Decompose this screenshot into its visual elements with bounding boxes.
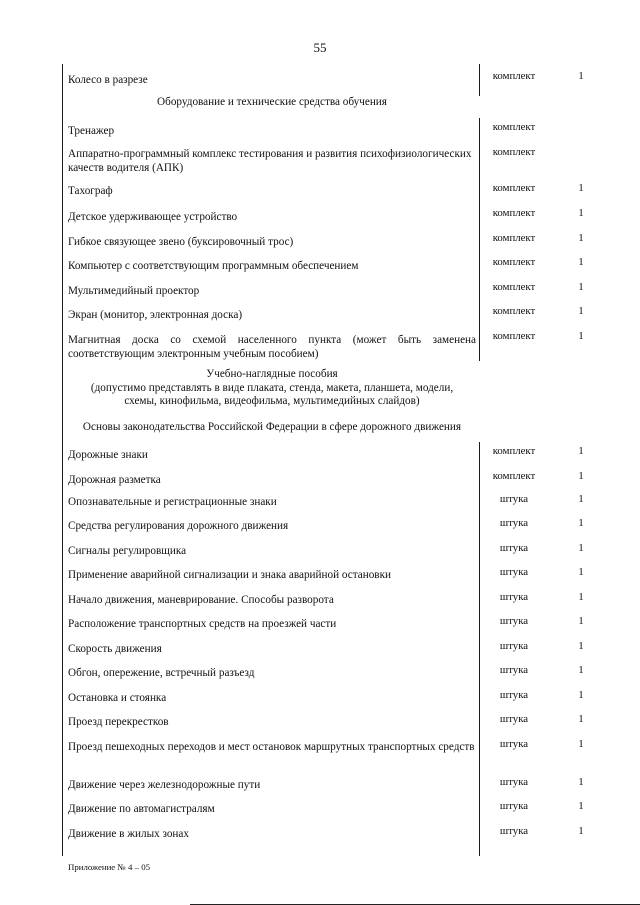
item-name: Движение в жилых зонах: [68, 828, 189, 840]
item-name: Скорость движения: [68, 643, 162, 655]
section-title: Основы законодательства Российской Федерации в сфере дорожного движения: [82, 421, 462, 433]
item-quantity: 1: [578, 615, 584, 627]
item-unit: комплект: [492, 305, 536, 317]
section-title: Учебно-наглядные пособия (допустимо представлять в виде плаката, стенда, макета, планшета, модели, схемы, кинофильма, видеофильма, мультимедийных слайдов): [90, 368, 454, 407]
item-unit: штука: [499, 689, 529, 701]
item-name: Гибкое связующее звено (буксировочный трос): [68, 236, 294, 248]
item-unit: штука: [499, 825, 529, 837]
item-name: Обгон, опережение, встречный разъезд: [68, 667, 255, 679]
item-quantity: 1: [578, 70, 584, 82]
item-unit: комплект: [492, 207, 536, 219]
page-number: 55: [313, 40, 327, 55]
item-name: Применение аварийной сигнализации и знака аварийной остановки: [68, 569, 391, 581]
item-name: Аппаратно-программный комплекс тестирования и развития психофизиологических качеств водителя (АПК): [68, 148, 472, 174]
item-quantity: 1: [578, 825, 584, 837]
item-quantity: 1: [578, 713, 584, 725]
item-unit: штука: [499, 738, 529, 750]
item-quantity: 1: [578, 542, 584, 554]
item-unit: комплект: [492, 330, 536, 342]
item-unit: комплект: [492, 232, 536, 244]
item-unit: штука: [499, 566, 529, 578]
item-name: Магнитная доска со схемой населенного пункта (может быть заменена соответствующим электронным учебным пособием): [68, 334, 476, 360]
item-unit: штука: [499, 800, 529, 812]
item-name: Колесо в разрезе: [68, 74, 148, 86]
item-unit: штука: [499, 591, 529, 603]
column-divider: [479, 118, 480, 361]
item-name: Средства регулирования дорожного движения: [68, 520, 289, 532]
item-unit: комплект: [492, 281, 536, 293]
item-quantity: 1: [578, 566, 584, 578]
item-name: Опознавательные и регистрационные знаки: [68, 496, 277, 508]
item-quantity: 1: [578, 493, 584, 505]
item-unit: штука: [499, 615, 529, 627]
item-name: Мультимедийный проектор: [68, 285, 200, 297]
item-unit: штука: [499, 640, 529, 652]
item-quantity: 1: [578, 330, 584, 342]
item-quantity: 1: [578, 664, 584, 676]
item-unit: комплект: [492, 146, 536, 158]
column-divider: [479, 442, 480, 856]
item-name: Начало движения, маневрирование. Способы разворота: [68, 594, 334, 606]
item-unit: комплект: [492, 256, 536, 268]
item-quantity: 1: [578, 281, 584, 293]
item-name: Дорожные знаки: [68, 449, 148, 461]
item-unit: штука: [499, 493, 529, 505]
item-unit: штука: [499, 776, 529, 788]
item-quantity: 1: [578, 689, 584, 701]
table-left-border: [62, 64, 63, 856]
item-name: Остановка и стоянка: [68, 692, 167, 704]
item-unit: штука: [499, 542, 529, 554]
item-quantity: 1: [578, 256, 584, 268]
item-quantity: 1: [578, 517, 584, 529]
item-quantity: 1: [578, 776, 584, 788]
item-unit: комплект: [492, 121, 536, 133]
item-quantity: 1: [578, 182, 584, 194]
item-quantity: 1: [578, 207, 584, 219]
item-quantity: 1: [578, 232, 584, 244]
item-quantity: 1: [578, 800, 584, 812]
footer-note: Приложение № 4 – 05: [68, 862, 150, 872]
item-quantity: 1: [578, 591, 584, 603]
item-quantity: 1: [578, 738, 584, 750]
item-name: Детское удерживающее устройство: [68, 211, 238, 223]
section-title: Оборудование и технические средства обучения: [157, 96, 387, 108]
item-unit: штука: [499, 517, 529, 529]
item-name: Проезд перекрестков: [68, 716, 169, 728]
item-unit: штука: [499, 664, 529, 676]
item-quantity: 1: [578, 470, 584, 482]
item-name: Экран (монитор, электронная доска): [68, 309, 243, 321]
item-name: Проезд пешеходных переходов и мест остановок маршрутных транспортных средств: [68, 741, 475, 753]
item-name: Дорожная разметка: [68, 474, 161, 486]
item-unit: комплект: [492, 445, 536, 457]
item-name: Тренажер: [68, 125, 115, 137]
item-name: Расположение транспортных средств на проезжей части: [68, 618, 337, 630]
item-quantity: 1: [578, 640, 584, 652]
item-name: Движение через железнодорожные пути: [68, 779, 261, 791]
item-name: Тахограф: [68, 185, 113, 197]
item-name: Сигналы регулировщика: [68, 545, 187, 557]
column-divider: [479, 64, 480, 96]
item-name: Движение по автомагистралям: [68, 803, 215, 815]
item-unit: комплект: [492, 182, 536, 194]
item-name: Компьютер с соответствующим программным обеспечением: [68, 260, 359, 272]
item-quantity: 1: [578, 445, 584, 457]
item-unit: комплект: [492, 70, 536, 82]
item-unit: штука: [499, 713, 529, 725]
item-quantity: 1: [578, 305, 584, 317]
item-unit: комплект: [492, 470, 536, 482]
